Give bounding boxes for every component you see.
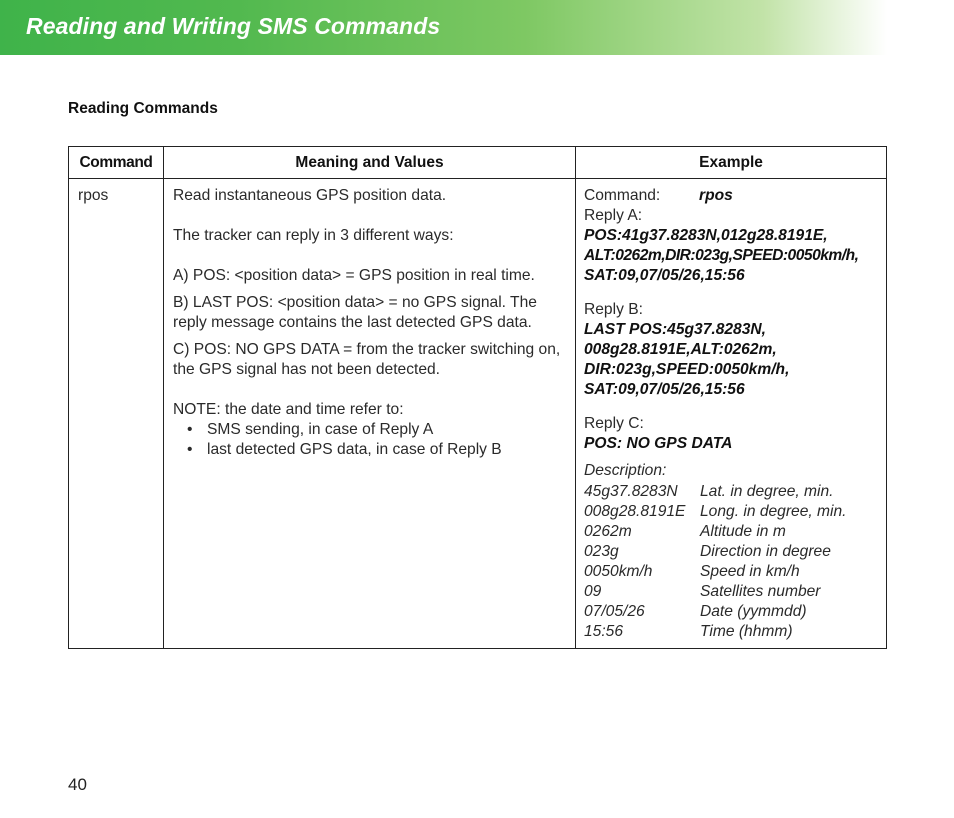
description-row: 09 Satellites number: [584, 583, 821, 600]
example-command: [584, 186, 878, 206]
column-header-example: Example: [576, 147, 887, 179]
meaning-line-2: The tracker can reply in 3 different ways:: [173, 227, 454, 244]
description-label: Description:: [584, 462, 667, 479]
page-title: Reading and Writing SMS Commands: [26, 13, 441, 39]
note-list: [173, 420, 567, 460]
bullet-icon: •: [187, 421, 193, 438]
bullet-icon: •: [187, 441, 193, 458]
reply-b-line: 008g28.8191E,ALT:0262m,: [584, 341, 777, 358]
description-row: 0050km/h Speed in km/h: [584, 563, 800, 580]
meaning-line-1: Read instantaneous GPS position data.: [173, 187, 447, 204]
reply-b-line: DIR:023g,SPEED:0050km/h,: [584, 361, 790, 378]
column-header-command: Command: [69, 147, 164, 179]
reply-a-line: POS:41g37.8283N,012g28.8191E,: [584, 227, 828, 244]
option-a: A) POS: <position data> = GPS position in real time.: [173, 267, 535, 284]
reply-b-line: SAT:09,07/05/26,15:56: [584, 381, 745, 398]
commands-table: [68, 146, 887, 649]
reply-b-line: LAST POS:45g37.8283N,: [584, 321, 767, 338]
description-row: 0262m Altitude in m: [584, 523, 786, 540]
description-row: 15:56 Time (hhmm): [584, 623, 793, 640]
reply-c-label: Reply C:: [584, 415, 644, 432]
list-item: • last detected GPS data, in case of Reply B: [187, 441, 502, 458]
header-banner: [0, 0, 954, 55]
option-c: C) POS: NO GPS DATA = from the tracker switching on, the GPS signal has not been detected.: [173, 341, 561, 378]
reply-a-label: Reply A:: [584, 207, 643, 224]
reply-b-label: Reply B:: [584, 301, 643, 318]
command-label: Command:: [584, 187, 661, 204]
reply-c-value: POS: NO GPS DATA: [584, 435, 733, 452]
column-header-meaning: Meaning and Values: [164, 147, 576, 179]
description-row: 45g37.8283N Lat. in degree, min.: [584, 483, 834, 500]
page-number: 40: [68, 775, 87, 794]
command-cell: [69, 179, 164, 649]
table-header-row: [69, 147, 887, 179]
command-value: rpos: [699, 187, 733, 204]
description-row: 023g Direction in degree: [584, 543, 831, 560]
section-title: Reading Commands: [68, 100, 218, 117]
list-item: • SMS sending, in case of Reply A: [187, 421, 434, 438]
command-name: rpos: [78, 187, 109, 204]
option-b: B) LAST POS: <position data> = no GPS signal. The reply message contains the last detected GPS data.: [173, 294, 537, 331]
meaning-cell: [164, 179, 576, 649]
description-row: 008g28.8191E Long. in degree, min.: [584, 503, 847, 520]
description-row: 07/05/26 Date (yymmdd): [584, 603, 807, 620]
table-row: [69, 179, 887, 649]
example-cell: [576, 179, 887, 649]
reply-a-line: ALT:0262m,DIR:023g,SPEED:0050km/h,: [584, 247, 859, 264]
reply-a-line: SAT:09,07/05/26,15:56: [584, 267, 745, 284]
note-text: NOTE: the date and time refer to:: [173, 401, 404, 418]
